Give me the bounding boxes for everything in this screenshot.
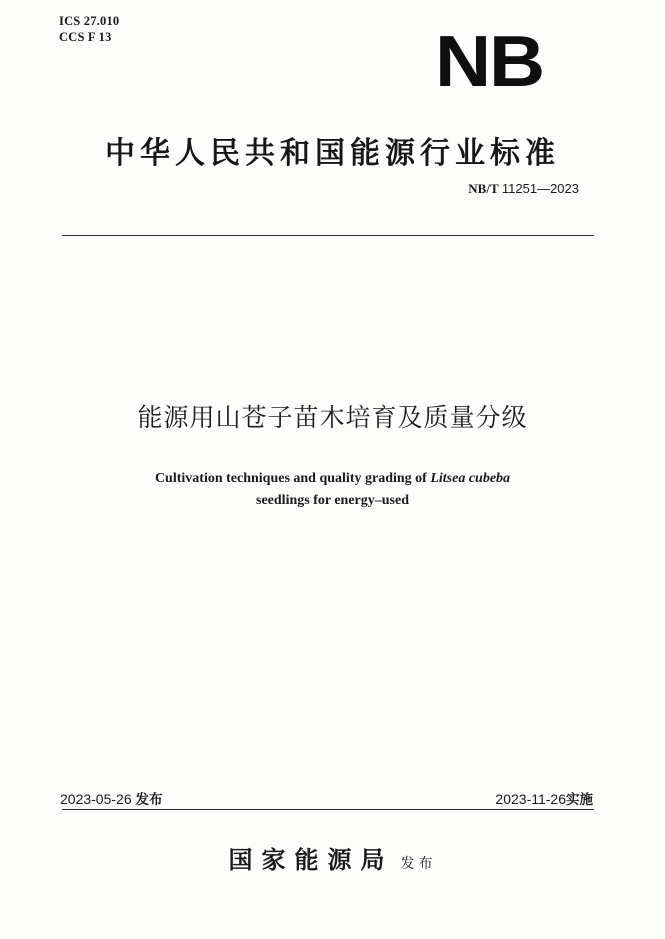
bottom-divider [62,809,594,810]
english-title-line2: seedlings for energy–used [256,493,409,508]
document-title-english [0,468,665,512]
species-name: Litsea cubeba [430,471,511,486]
standard-prefix: NB/T [468,181,499,196]
implementation-date [495,788,593,808]
nb-logo: NB [435,22,543,102]
issue-date-value: 2023-05-26 [60,791,132,807]
standard-code: 11251—2023 [501,181,579,196]
issue-date [60,788,163,808]
implementation-label: 实施 [566,792,593,808]
ics-code: ICS 27.010 [59,14,120,28]
issue-label: 发布 [135,792,163,808]
organization-title: 中华人民共和国能源行业标准 [105,136,560,171]
standard-number [468,181,579,197]
issuer-action: 发布 [400,856,437,872]
english-title-part: Cultivation techniques and quality grading of [154,471,431,486]
top-divider [62,235,594,236]
issuer-name: 国家能源局 [228,845,394,874]
ccs-code: CCS F 13 [59,30,112,44]
document-title-chinese: 能源用山苍子苗木培育及质量分级 [137,403,528,432]
implementation-date-value: 2023-11-26 [495,791,566,807]
issuer [0,840,665,875]
